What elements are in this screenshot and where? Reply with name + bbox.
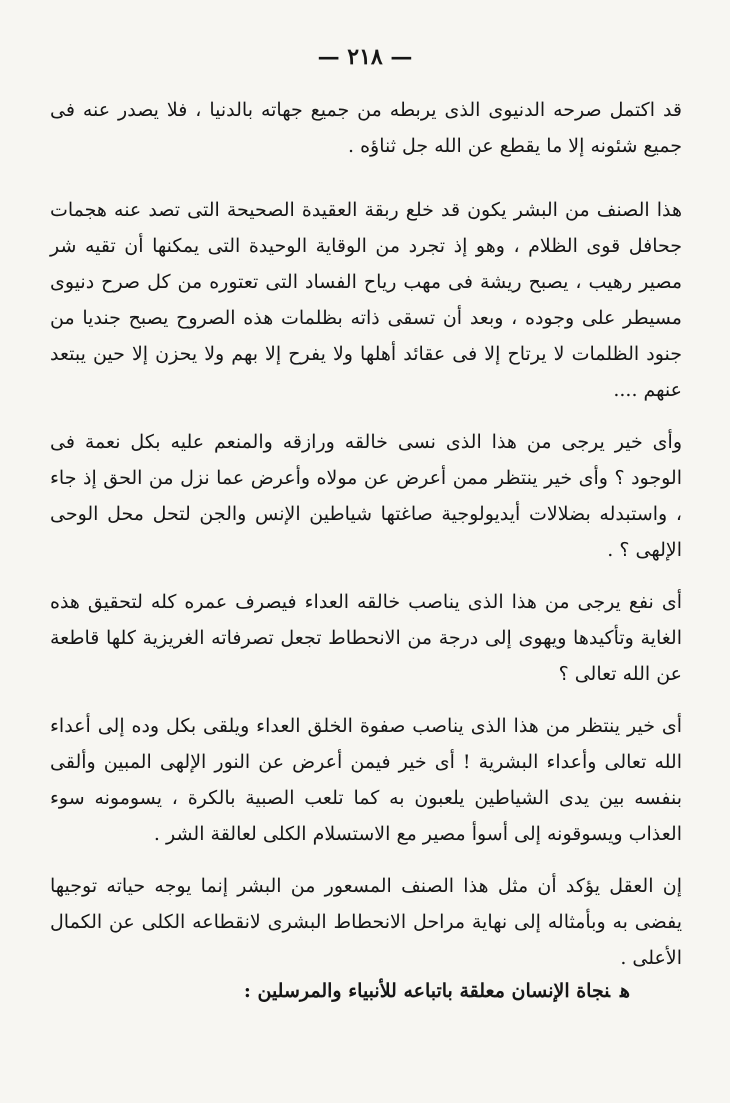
paragraph-5: أى خير ينتظر من هذا الذى يناصب صفوة الخلق العداء ويلقى بكل وده إلى أعداء الله تعالى وأعداء البشرية ! أى خير فيمن أعرض عن النور الإلهى المبين وألقى بنفسه بين يدى الشياطين يلعبون به كما تلعب الصبية بالكرة ، يسومونه سوء العذاب ويسوقونه إلى أسوأ مصير مع الاستسلام الكلى لعالقة الشر . <box>50 715 682 845</box>
paragraph-2: هذا الصنف من البشر يكون قد خلع ربقة العقيدة الصحيحة التى تصد عنه هجمات جحافل قوى الظلام ، وهو إذ تجرد من الوقاية الوحيدة التى يمكنها أن تقيه شر مصير رهيب ، يصبح ريشة فى مهب رياح الفساد التى تعتوره من كل صرح دنيوى مسيطر على وجوده ، وبعد أن تسقى ذاته بظلمات هذه الصروح يصبح جنديا من جنود الظلمات لا يرتاح إلا فى عقائد أهلها ولا يفرح إلا بهم ولا يحزن إلا حين يبتعد عنهم .... <box>50 199 682 401</box>
paragraph-3: وأى خير يرجى من هذا الذى نسى خالقه ورازقه والمنعم عليه بكل نعمة فى الوجود ؟ وأى خير ينتظر ممن أعرض عن مولاه وأعرض عما نزل من الحق إذ جاء ، واستبدله بضلالات أيديولوجية صاغتها شياطين الإنس والجن لتحل محل الوحى الإلهى ؟ . <box>50 431 682 561</box>
paragraph-1: قد اكتمل صرحه الدنيوى الذى يربطه من جميع جهاته بالدنيا ، فلا يصدر عنه فى جميع شئونه إلا ما يقطع عن الله جل ثناؤه . <box>50 99 682 157</box>
paragraph-4: أى نفع يرجى من هذا الذى يناصب خالقه العداء فيصرف عمره كله لتحقيق هذه الغاية وتأكيدها ويهوى إلى درجة من الانحطاط تجعل تصرفاته الغريزية كلها قاطعة عن الله تعالى ؟ <box>50 591 682 685</box>
page-number: — ٢١٨ — <box>317 44 413 70</box>
paragraph-6: إن العقل يؤكد أن مثل هذا الصنف المسعور من البشر إنما يوجه حياته توجيها يفضى به وبأمثاله إلى نهاية مراحل الانحطاط البشرى لانقطاعه الكلى عن الكمال الأعلى . <box>50 875 682 969</box>
body-text <box>50 92 682 976</box>
heading-bullet: ه <box>619 980 630 1002</box>
section-heading <box>50 973 630 1009</box>
heading-text: نجاة الإنسان معلقة باتباعه للأنبياء والمرسلين : <box>243 980 610 1002</box>
